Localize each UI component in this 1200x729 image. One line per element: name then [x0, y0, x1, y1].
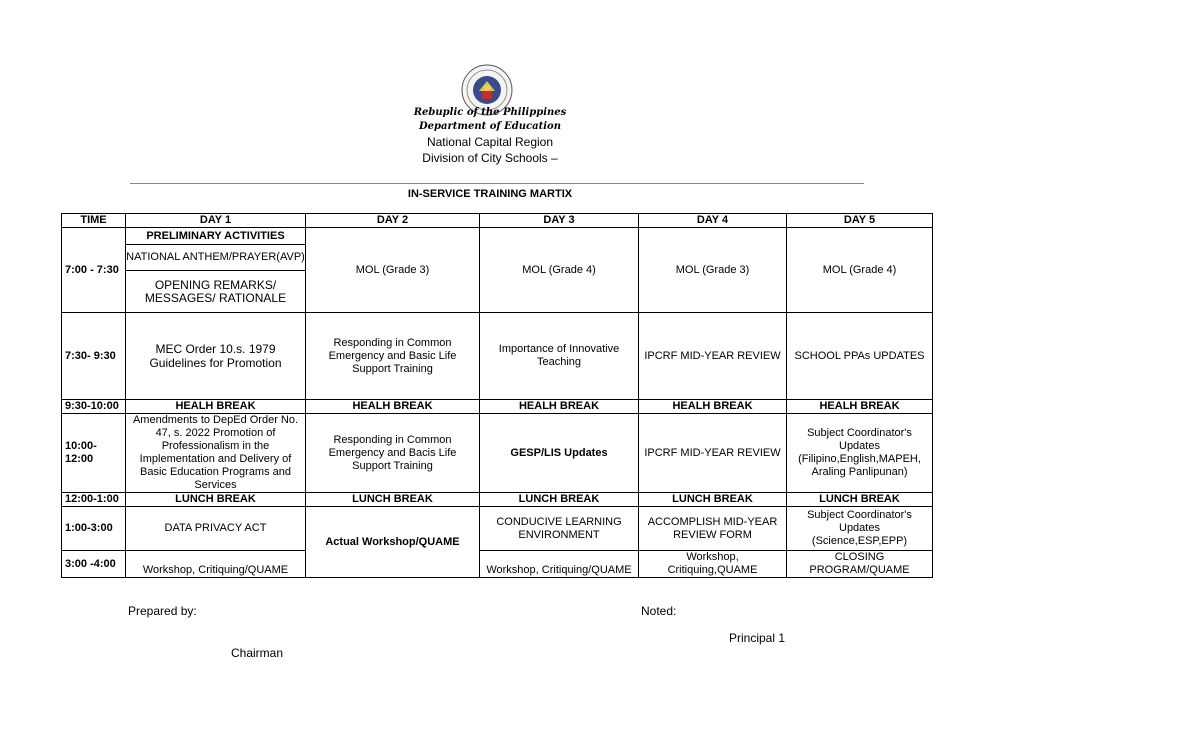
column-header: DAY 2: [306, 214, 480, 228]
time-cell: 1:00-3:00: [62, 507, 126, 551]
column-header: DAY 3: [480, 214, 639, 228]
schedule-cell: Responding in Common Emergency and Basic Life Support Training: [306, 313, 480, 400]
schedule-cell: IPCRF MID-YEAR REVIEW: [639, 313, 787, 400]
schedule-cell: Workshop, Critiquing/QUAME: [126, 551, 306, 578]
schedule-cell: MOL (Grade 4): [787, 228, 933, 313]
break-cell: HEALH BREAK: [480, 400, 639, 414]
noted-label: Noted:: [641, 604, 677, 618]
time-cell: 12:00-1:00: [62, 493, 126, 507]
break-cell: LUNCH BREAK: [480, 493, 639, 507]
schedule-cell: MEC Order 10.s. 1979 Guidelines for Promotion: [126, 313, 306, 400]
preliminary-activities: PRELIMINARY ACTIVITIES: [126, 228, 305, 245]
break-cell: HEALH BREAK: [306, 400, 480, 414]
schedule-cell: Responding in Common Emergency and Bacis Life Support Training: [306, 414, 480, 493]
day1-preliminary-cell: [126, 228, 306, 313]
schedule-cell: MOL (Grade 3): [639, 228, 787, 313]
table-row: [62, 313, 933, 400]
break-cell: HEALH BREAK: [787, 400, 933, 414]
column-header: DAY 1: [126, 214, 306, 228]
schedule-cell: SCHOOL PPAs UPDATES: [787, 313, 933, 400]
national-anthem-item: NATIONAL ANTHEM/PRAYER(AVP): [126, 245, 305, 271]
schedule-cell: MOL (Grade 3): [306, 228, 480, 313]
schedule-cell: CLOSING PROGRAM/QUAME: [787, 551, 933, 578]
schedule-cell: GESP/LIS Updates: [480, 414, 639, 493]
table-row: [62, 551, 933, 578]
schedule-cell: Subject Coordinator's Updates (Filipino,English,MAPEH, Araling Panlipunan): [787, 414, 933, 493]
time-cell: 7:30- 9:30: [62, 313, 126, 400]
table-row: [62, 414, 933, 493]
schedule-cell: Workshop, Critiquing,QUAME: [639, 551, 787, 578]
schedule-cell: Importance of Innovative Teaching: [480, 313, 639, 400]
header-divider: [130, 183, 864, 184]
header-republic: Rebuplic of the Philippines: [413, 107, 567, 118]
opening-remarks-item: OPENING REMARKS/ MESSAGES/ RATIONALE: [144, 277, 287, 305]
time-cell: 9:30-10:00: [62, 400, 126, 414]
schedule-cell: Actual Workshop/QUAME: [306, 507, 480, 578]
break-cell: LUNCH BREAK: [126, 493, 306, 507]
document-title: IN-SERVICE TRAINING MARTIX: [407, 188, 573, 200]
prepared-by-label: Prepared by:: [128, 604, 197, 618]
table-row: [62, 400, 933, 414]
table-row: [62, 507, 933, 551]
table-row: [62, 228, 933, 313]
header-region: National Capital Region: [426, 135, 554, 149]
break-cell: LUNCH BREAK: [787, 493, 933, 507]
training-matrix-table: [61, 213, 933, 578]
schedule-cell: ACCOMPLISH MID-YEAR REVIEW FORM: [639, 507, 787, 551]
column-header: DAY 4: [639, 214, 787, 228]
time-cell: 10:00-12:00: [62, 414, 126, 493]
time-cell: 3:00 -4:00: [62, 551, 126, 578]
schedule-cell: MOL (Grade 4): [480, 228, 639, 313]
schedule-cell: Amendments to DepEd Order No. 47, s. 2022 Promotion of Professionalism in the Implementation and Delivery of Basic Education Programs and Services: [126, 414, 306, 493]
break-cell: LUNCH BREAK: [639, 493, 787, 507]
header-department: Department of Education: [419, 121, 561, 132]
break-cell: LUNCH BREAK: [306, 493, 480, 507]
header-division: Division of City Schools –: [422, 151, 558, 165]
schedule-cell: Workshop, Critiquing/QUAME: [480, 551, 639, 578]
break-cell: HEALH BREAK: [126, 400, 306, 414]
break-cell: HEALH BREAK: [639, 400, 787, 414]
schedule-cell: IPCRF MID-YEAR REVIEW: [639, 414, 787, 493]
schedule-cell: CONDUCIVE LEARNING ENVIRONMENT: [480, 507, 639, 551]
table-row: [62, 493, 933, 507]
chairman-label: Chairman: [231, 646, 284, 660]
table-header-row: [62, 214, 933, 228]
principal-label: Principal 1: [729, 631, 786, 645]
column-header: TIME: [62, 214, 126, 228]
column-header: DAY 5: [787, 214, 933, 228]
schedule-cell: DATA PRIVACY ACT: [126, 507, 306, 551]
schedule-cell: Subject Coordinator's Updates (Science,ESP,EPP): [787, 507, 933, 551]
time-cell: 7:00 - 7:30: [62, 228, 126, 313]
